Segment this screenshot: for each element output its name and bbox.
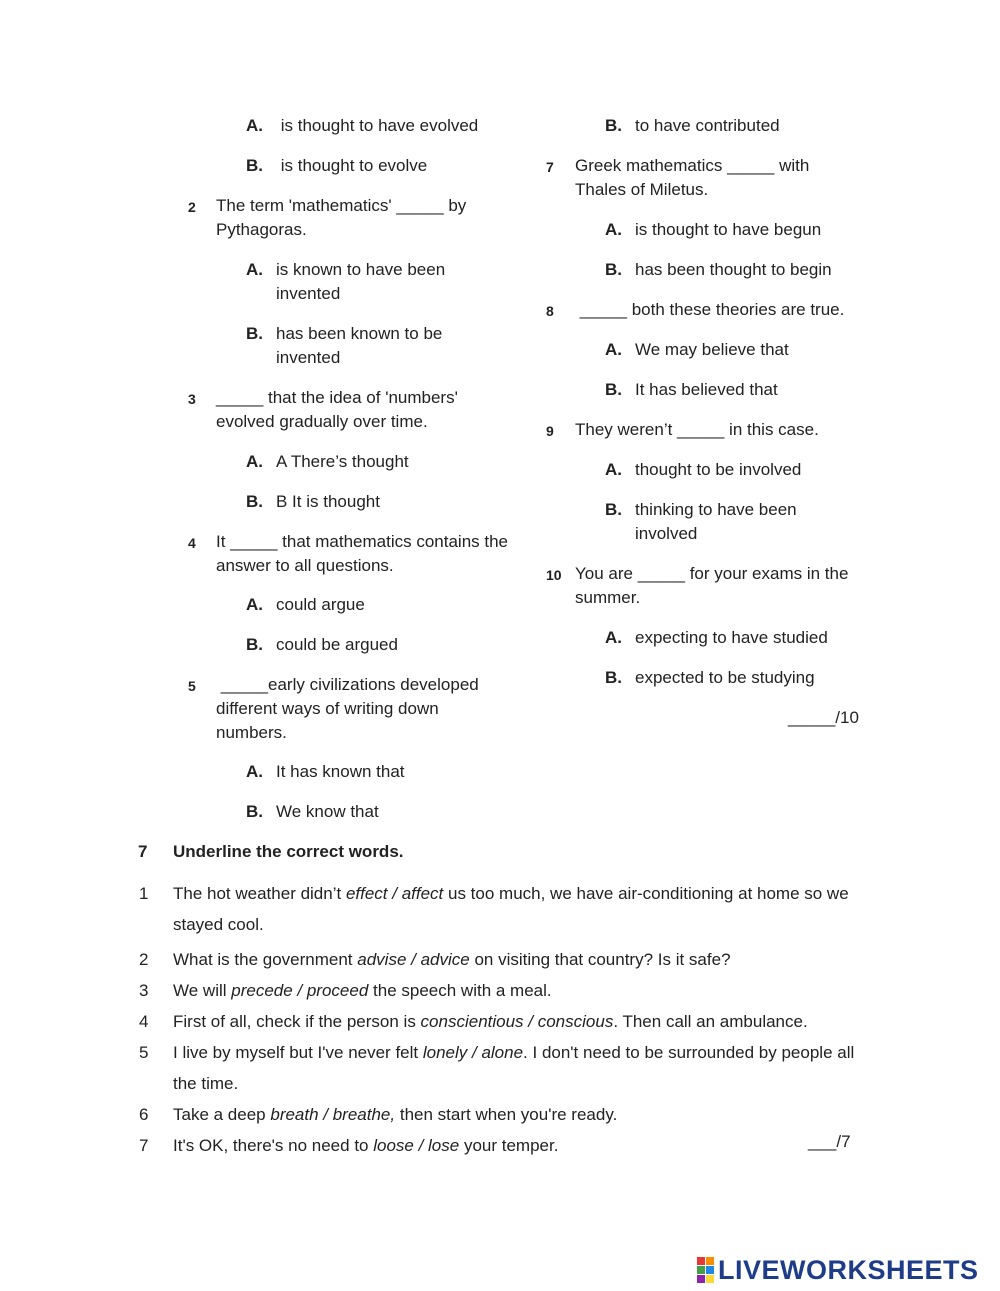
sentence-text	[173, 944, 873, 975]
liveworksheets-logo	[697, 1255, 979, 1285]
question-number: 8	[546, 303, 554, 319]
option-text: is known to have been invented	[276, 260, 446, 303]
option-letter: A.	[246, 595, 263, 614]
option-letter: B.	[246, 156, 263, 175]
option-letter: B.	[605, 116, 622, 135]
score-box: _____/10	[788, 708, 859, 727]
option-letter: A.	[246, 762, 263, 781]
sentence-number: 1	[139, 884, 149, 903]
option-letter: A.	[246, 260, 263, 279]
sentence-before: First of all, check if the person is	[173, 1012, 421, 1031]
question-number: 4	[188, 535, 196, 551]
option-text: has been thought to begin	[635, 260, 832, 279]
sentence-text	[173, 975, 873, 1006]
sentence-before: It's OK, there's no need to	[173, 1136, 374, 1155]
question-number: 7	[546, 159, 554, 175]
word-choice[interactable]: conscientious / conscious	[420, 1012, 614, 1031]
option-letter: B.	[246, 802, 263, 821]
sentence-after: the speech with a meal.	[368, 981, 552, 1000]
sentence-after: . Then call an ambulance.	[613, 1012, 808, 1031]
option-letter: A.	[605, 460, 622, 479]
option-letter: B.	[605, 668, 622, 687]
word-choice[interactable]: precede / proceed	[231, 981, 369, 1000]
sentence-after: then start when you're ready.	[395, 1105, 618, 1124]
option-text: is thought to evolve	[276, 156, 428, 175]
sentence-before: I live by myself but I've never felt	[173, 1043, 423, 1062]
word-choice[interactable]: advise / advice	[357, 950, 470, 969]
section-score: ___/7	[808, 1132, 851, 1151]
question-number: 3	[188, 391, 196, 407]
sentence-number: 2	[139, 950, 149, 969]
sentence-after: us too much, we have air-conditioning at home so we stayed cool.	[173, 884, 849, 934]
sentence-number: 5	[139, 1043, 149, 1062]
word-choice[interactable]: breath / breathe,	[270, 1105, 396, 1124]
word-choice[interactable]: loose / lose	[373, 1136, 460, 1155]
option-letter: B.	[246, 324, 263, 343]
sentence-before: The hot weather didn’t	[173, 884, 346, 903]
option-letter: A.	[246, 452, 263, 471]
sentence-text	[173, 1006, 873, 1037]
option-text: thought to be involved	[635, 460, 802, 479]
logo-icon	[697, 1257, 714, 1283]
option-text: We know that	[276, 802, 379, 821]
option-text: expecting to have studied	[635, 628, 828, 647]
option-letter: B.	[246, 635, 263, 654]
logo-text: LIVEWORKSHEETS	[718, 1254, 979, 1285]
option-text: has been known to be invented	[276, 324, 443, 367]
question-text: It _____ that mathematics contains the answer to all questions.	[216, 532, 509, 575]
option-letter: B.	[605, 260, 622, 279]
sentence-number: 6	[139, 1105, 149, 1124]
logo-square	[697, 1266, 705, 1274]
option-text: thinking to have been involved	[635, 500, 797, 543]
section-number: 7	[138, 842, 148, 861]
question-text: _____ both these theories are true.	[575, 300, 845, 319]
section-title: Underline the correct words.	[173, 842, 404, 861]
sentence-text	[173, 1099, 873, 1130]
sentence-after: your temper.	[459, 1136, 559, 1155]
sentence-number: 3	[139, 981, 149, 1000]
question-text: They weren’t _____ in this case.	[575, 420, 819, 439]
option-text: could be argued	[276, 635, 398, 654]
option-text: is thought to have begun	[635, 220, 822, 239]
sentence-before: We will	[173, 981, 232, 1000]
option-text: It has believed that	[635, 380, 778, 399]
word-choice[interactable]: effect / affect	[345, 884, 444, 903]
sentence-text	[173, 1037, 873, 1099]
option-letter: B.	[605, 380, 622, 399]
logo-square	[706, 1257, 714, 1265]
sentence-before: What is the government	[173, 950, 358, 969]
question-number: 9	[546, 423, 554, 439]
option-text: We may believe that	[635, 340, 789, 359]
sentence-number: 4	[139, 1012, 149, 1031]
option-text: to have contributed	[635, 116, 780, 135]
option-letter: A.	[605, 340, 622, 359]
question-text: Greek mathematics _____ with Thales of Miletus.	[575, 156, 810, 199]
question-text: The term 'mathematics' _____ by Pythagoras.	[216, 196, 467, 239]
option-letter: A.	[246, 116, 263, 135]
logo-square	[697, 1257, 705, 1265]
question-text: _____ that the idea of 'numbers' evolved gradually over time.	[216, 388, 458, 431]
question-text: _____early civilizations developed different ways of writing down numbers.	[216, 675, 484, 742]
sentence-after: on visiting that country? Is it safe?	[469, 950, 731, 969]
sentence-after: . I don't need to be surrounded by people all the time.	[173, 1043, 855, 1093]
sentence-text	[173, 1130, 873, 1161]
option-letter: A.	[605, 220, 622, 239]
logo-square	[706, 1266, 714, 1274]
question-number: 5	[188, 678, 196, 694]
option-text: It has known that	[276, 762, 405, 781]
option-text: A There’s thought	[276, 452, 409, 471]
question-number: 2	[188, 199, 196, 215]
sentence-text	[173, 878, 873, 940]
sentence-number: 7	[139, 1136, 149, 1155]
word-choice[interactable]: lonely / alone	[422, 1043, 524, 1062]
option-text: expected to be studying	[635, 668, 815, 687]
question-text: You are _____ for your exams in the summer.	[575, 564, 849, 607]
question-number: 10	[546, 567, 562, 583]
logo-square	[706, 1275, 714, 1283]
option-text: B It is thought	[276, 492, 380, 511]
option-text: is thought to have evolved	[276, 116, 479, 135]
option-letter: A.	[605, 628, 622, 647]
option-text: could argue	[276, 595, 365, 614]
option-letter: B.	[246, 492, 263, 511]
option-letter: B.	[605, 500, 622, 519]
sentence-before: Take a deep	[173, 1105, 271, 1124]
logo-square	[697, 1275, 705, 1283]
